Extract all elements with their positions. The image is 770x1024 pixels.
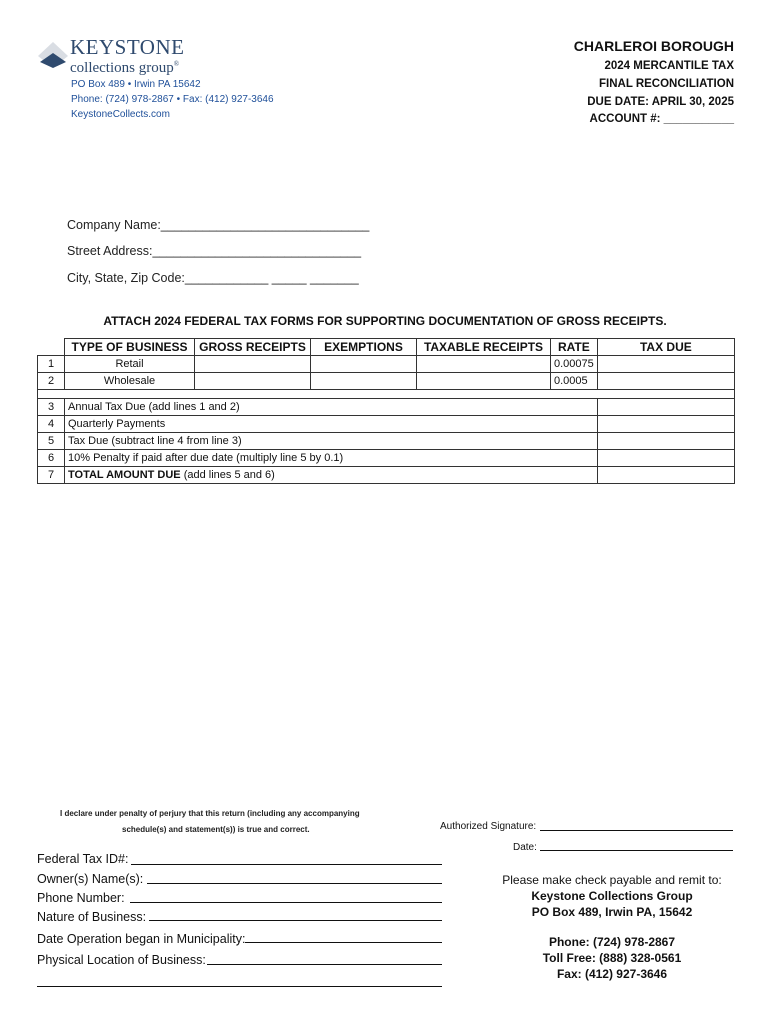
keystone-logo-icon [36, 40, 70, 70]
company-phone-fax: Phone: (724) 978-2867 • Fax: (412) 927-3646 [71, 94, 274, 105]
table-spacer [38, 390, 735, 399]
col-taxable: TAXABLE RECEIPTS [417, 339, 551, 356]
taxable-receipts-input[interactable] [417, 373, 551, 390]
col-rate: RATE [551, 339, 598, 356]
federal-tax-id-label: Federal Tax ID#: [37, 852, 129, 866]
reconciliation-title: FINAL RECONCILIATION [598, 78, 734, 90]
table-row [38, 433, 735, 450]
gross-receipts-input[interactable] [195, 356, 311, 373]
attach-note: ATTACH 2024 FEDERAL TAX FORMS FOR SUPPORTING DOCUMENTATION OF GROSS RECEIPTS. [103, 314, 667, 328]
table-row [38, 450, 735, 467]
col-type: TYPE OF BUSINESS [65, 339, 195, 356]
owners-line[interactable] [147, 883, 442, 884]
row-number: 6 [38, 450, 65, 467]
line-amount-input[interactable] [597, 399, 734, 416]
line-amount-input[interactable] [597, 433, 734, 450]
row-number: 4 [38, 416, 65, 433]
exemptions-input[interactable] [311, 373, 417, 390]
physical-location-label: Physical Location of Business: [37, 953, 206, 967]
borough-title: CHARLEROI BOROUGH [573, 38, 734, 54]
federal-tax-id-line[interactable] [131, 864, 442, 865]
nature-of-business-line[interactable] [149, 920, 442, 921]
company-address: PO Box 489 • Irwin PA 15642 [71, 79, 201, 90]
account-number[interactable]: ACCOUNT #: ___________ [589, 113, 734, 125]
row-number: 2 [38, 373, 65, 390]
street-address-field[interactable]: Street Address:______________________________ [67, 244, 362, 258]
date-line[interactable] [540, 850, 733, 851]
table-row [38, 399, 735, 416]
tax-due-input[interactable] [597, 356, 734, 373]
owners-label: Owner(s) Name(s): [37, 872, 144, 886]
gross-receipts-input[interactable] [195, 373, 311, 390]
tax-due-input[interactable] [597, 373, 734, 390]
signature-line[interactable] [540, 830, 733, 831]
line-amount-input[interactable] [597, 467, 734, 484]
nature-of-business-label: Nature of Business: [37, 910, 147, 924]
physical-location-line-2[interactable] [37, 986, 442, 987]
table-row [38, 356, 735, 373]
tax-table [37, 338, 735, 484]
city-state-zip-field[interactable]: City, State, Zip Code:____________ _____ _______ [67, 271, 359, 285]
date-operation-line[interactable] [245, 942, 442, 943]
row-number: 5 [38, 433, 65, 450]
line-description: Quarterly Payments [65, 416, 598, 433]
col-exemptions: EXEMPTIONS [311, 339, 417, 356]
physical-location-line[interactable] [207, 964, 442, 965]
company-name-field[interactable]: Company Name:______________________________ [67, 218, 370, 232]
row-number: 7 [38, 467, 65, 484]
rate-value: 0.0005 [551, 373, 598, 390]
row-number: 3 [38, 399, 65, 416]
col-gross: GROSS RECEIPTS [195, 339, 311, 356]
taxable-receipts-input[interactable] [417, 356, 551, 373]
date-operation-label: Date Operation began in Municipality: [37, 932, 246, 946]
table-row [38, 467, 735, 484]
table-row [38, 416, 735, 433]
phone-number-label: Phone Number: [37, 891, 125, 905]
signature-label: Authorized Signature: [440, 821, 537, 832]
date-label: Date: [513, 842, 537, 853]
table-header-row [38, 339, 735, 356]
line-description: Tax Due (subtract line 4 from line 3) [65, 433, 598, 450]
row-number: 1 [38, 356, 65, 373]
declaration-line-1: I declare under penalty of perjury that this return (including any accompanying [60, 809, 360, 818]
remit-phone: Phone: (724) 978-2867 [548, 935, 676, 949]
line-description: Annual Tax Due (add lines 1 and 2) [65, 399, 598, 416]
line-amount-input[interactable] [597, 450, 734, 467]
line-amount-input[interactable] [597, 416, 734, 433]
remit-address: PO Box 489, Irwin PA, 15642 [531, 905, 693, 919]
brand-subtitle: collections group® [70, 60, 180, 76]
declaration-line-2: schedule(s) and statement(s)) is true and correct. [122, 825, 310, 834]
due-date: DUE DATE: APRIL 30, 2025 [587, 96, 734, 108]
company-website[interactable]: KeystoneCollects.com [71, 109, 170, 120]
tax-title: 2024 MERCANTILE TAX [604, 60, 734, 72]
rate-value: 0.00075 [551, 356, 598, 373]
exemptions-input[interactable] [311, 356, 417, 373]
business-type: Retail [65, 356, 195, 373]
remit-fax: Fax: (412) 927-3646 [556, 967, 668, 981]
line-description: TOTAL AMOUNT DUE (add lines 5 and 6) [65, 467, 598, 484]
remit-intro: Please make check payable and remit to: [502, 873, 722, 887]
remit-name: Keystone Collections Group [531, 889, 693, 903]
col-tax-due: TAX DUE [597, 339, 734, 356]
phone-number-line[interactable] [130, 902, 442, 903]
remit-toll-free: Toll Free: (888) 328-0561 [542, 951, 682, 965]
brand-name: KEYSTONE [70, 35, 185, 59]
business-type: Wholesale [65, 373, 195, 390]
table-row [38, 373, 735, 390]
line-description: 10% Penalty if paid after due date (multiply line 5 by 0.1) [65, 450, 598, 467]
